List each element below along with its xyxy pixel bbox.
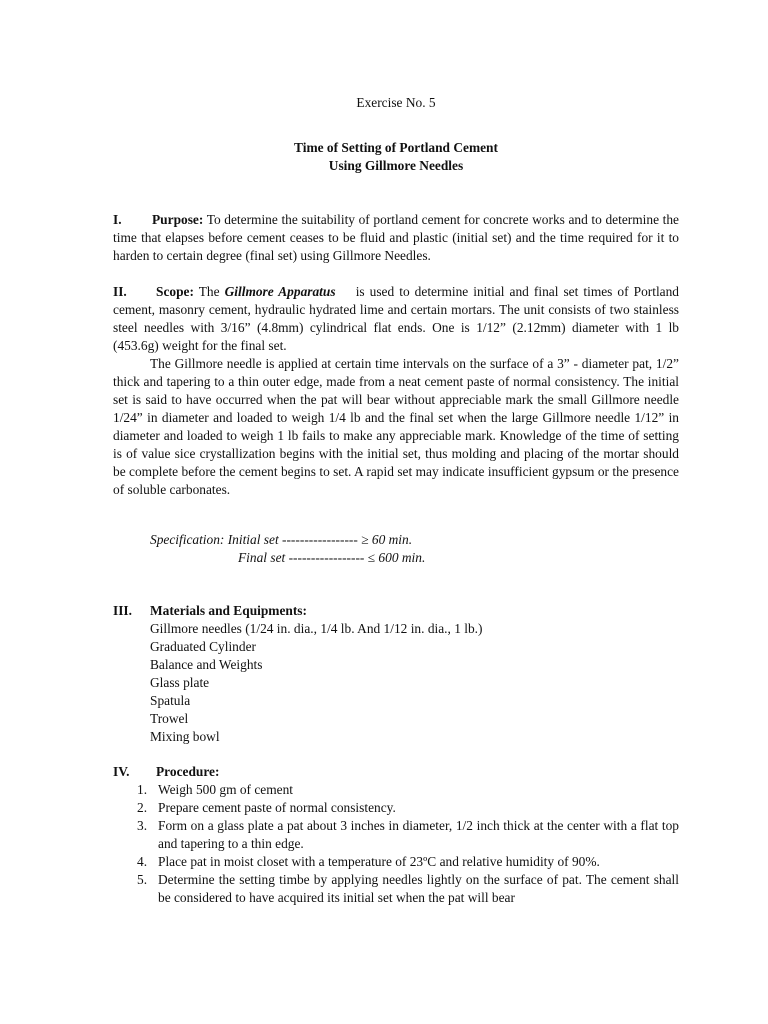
step-number: 5. (137, 872, 148, 887)
exercise-number: Exercise No. 5 (356, 95, 436, 110)
title-line-2: Using Gillmore Needles (328, 158, 464, 173)
section-heading: Scope: (156, 284, 194, 299)
step-number: 3. (137, 818, 148, 833)
specification (150, 531, 425, 567)
section-materials (113, 602, 679, 746)
spec-initial-set: Specification: Initial set ----------------- ≥ 60 min. (150, 532, 413, 547)
section-number: I. (113, 212, 122, 227)
step-number: 2. (137, 800, 148, 815)
list-item: Graduated Cylinder (150, 639, 256, 654)
section-procedure (113, 763, 679, 907)
scope-text-pre: The (198, 284, 220, 299)
step-text: Place pat in moist closet with a temperature of 23ºC and relative humidity of 90%. (158, 854, 600, 869)
section-scope (113, 283, 679, 499)
list-item: Trowel (150, 711, 189, 726)
section-number: III. (113, 603, 132, 618)
step-text: Form on a glass plate a pat about 3 inches in diameter, 1/2 inch thick at the center with a flat top and tapering to a thin edge. (158, 818, 679, 851)
purpose-text: To determine the suitability of portland cement for concrete works and to determine the time that elapses before cement ceases to be fluid and plastic (initial set) and the time required for it to harden to certain degree (final set) using Gillmore Needles. (113, 212, 679, 263)
procedure-list (113, 781, 679, 907)
step-text: Prepare cement paste of normal consistency. (158, 800, 396, 815)
apparatus-name: Gillmore Apparatus (224, 284, 336, 299)
list-item: Glass plate (150, 675, 210, 690)
section-number: IV. (113, 764, 130, 779)
section-heading: Procedure: (156, 764, 220, 779)
step-text: Weigh 500 gm of cement (158, 782, 294, 797)
list-item: Spatula (150, 693, 191, 708)
procedure-step (113, 781, 679, 799)
section-heading: Materials and Equipments: (150, 603, 307, 618)
procedure-step (113, 799, 679, 817)
section-number: II. (113, 284, 127, 299)
step-number: 1. (137, 782, 148, 797)
procedure-step (113, 871, 679, 907)
procedure-step (113, 853, 679, 871)
document-title (113, 139, 679, 175)
step-number: 4. (137, 854, 148, 869)
step-text: Determine the setting timbe by applying needles lightly on the surface of pat. The cement shall be considered to have acquired its initial set when the pat will bear (158, 872, 679, 905)
procedure-step (113, 817, 679, 853)
spec-final-set: Final set ----------------- ≤ 600 min. (238, 550, 426, 565)
list-item: Gillmore needles (1/24 in. dia., 1/4 lb. And 1/12 in. dia., 1 lb.) (150, 621, 483, 636)
section-purpose (113, 211, 679, 265)
scope-text: is used to determine initial and final set times of Portland cement, masonry cement, hydraulic hydrated lime and certain mortars. The unit consists of two stainless steel needles with 3/16” (4.8mm) cylindrical flat ends. One is 1/12” (2.12mm) diameter with 1 lb (453.6g) weight for the final set. (113, 284, 679, 353)
title-line-1: Time of Setting of Portland Cement (294, 140, 498, 155)
list-item: Mixing bowl (150, 729, 220, 744)
list-item: Balance and Weights (150, 657, 263, 672)
scope-paragraph-2: The Gillmore needle is applied at certain time intervals on the surface of a 3” - diameter pat, 1/2” thick and tapering to a thin outer edge, made from a neat cement paste of normal consistency. The initial set is said to have occurred when the pat will bear without appreciable mark the small Gillmore needle 1/24” in diameter and loaded to weigh 1/4 lb and the final set when the large Gillmore needle 1/12” in diameter and loaded to weigh 1 lb fails to make any appreciable mark. Knowledge of the time of setting is of value sice crystallization begins with the initial set, thus molding and placing of the mortar should be complete before the cement begins to set. A rapid set may indicate insufficient gypsum or the presence of soluble carbonates. (113, 356, 679, 497)
materials-list (113, 620, 679, 746)
section-heading: Purpose: (152, 212, 204, 227)
